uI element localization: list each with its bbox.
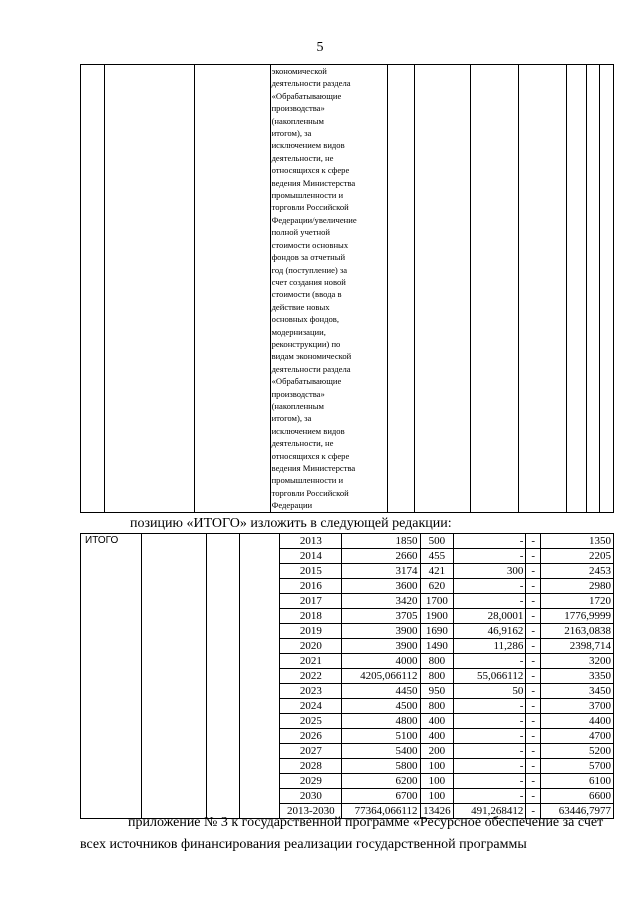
year-cell: 2029 <box>280 774 342 789</box>
empty-cell <box>141 534 206 819</box>
value-cell: 400 <box>420 714 454 729</box>
intro-text: позицию «ИТОГО» изложить в следующей редакции: <box>130 516 452 531</box>
value-cell: 11,286 <box>454 639 526 654</box>
empty-cell <box>567 65 587 513</box>
value-cell: 4500 <box>342 699 420 714</box>
value-cell: - <box>454 759 526 774</box>
value-cell: - <box>454 729 526 744</box>
value-cell: 3705 <box>342 609 420 624</box>
value-cell: 1720 <box>540 594 613 609</box>
value-cell: - <box>454 714 526 729</box>
value-cell: 455 <box>420 549 454 564</box>
value-cell: - <box>526 624 541 639</box>
value-cell: 1350 <box>540 534 613 549</box>
value-cell: 620 <box>420 579 454 594</box>
value-cell: 800 <box>420 654 454 669</box>
value-cell: - <box>526 564 541 579</box>
value-cell: 3420 <box>342 594 420 609</box>
year-cell: 2013 <box>280 534 342 549</box>
value-cell: 6200 <box>342 774 420 789</box>
value-cell: 4400 <box>540 714 613 729</box>
value-cell: 1700 <box>420 594 454 609</box>
value-cell: 500 <box>420 534 454 549</box>
empty-cell <box>471 65 519 513</box>
value-cell: - <box>454 579 526 594</box>
value-cell: - <box>526 759 541 774</box>
value-cell: 1776,9999 <box>540 609 613 624</box>
value-cell: 1900 <box>420 609 454 624</box>
value-cell: 421 <box>420 564 454 579</box>
value-cell: 5400 <box>342 744 420 759</box>
value-cell: - <box>526 789 541 804</box>
value-cell: 1690 <box>420 624 454 639</box>
value-cell: - <box>454 744 526 759</box>
value-cell: 2398,714 <box>540 639 613 654</box>
year-cell: 2023 <box>280 684 342 699</box>
value-cell: - <box>454 594 526 609</box>
empty-cell <box>388 65 415 513</box>
value-cell: - <box>526 714 541 729</box>
year-cell: 2020 <box>280 639 342 654</box>
year-cell: 2026 <box>280 729 342 744</box>
year-cell: 2025 <box>280 714 342 729</box>
value-cell: 2660 <box>342 549 420 564</box>
value-cell: 4000 <box>342 654 420 669</box>
value-cell: 3450 <box>540 684 613 699</box>
value-cell: 13426 <box>420 804 454 819</box>
year-cell: 2028 <box>280 759 342 774</box>
value-cell: - <box>526 684 541 699</box>
value-cell: - <box>454 774 526 789</box>
value-cell: 3200 <box>540 654 613 669</box>
year-cell: 2027 <box>280 744 342 759</box>
value-cell: 1850 <box>342 534 420 549</box>
year-cell: 2022 <box>280 669 342 684</box>
value-cell: 3174 <box>342 564 420 579</box>
empty-cell <box>415 65 471 513</box>
value-cell: 400 <box>420 729 454 744</box>
value-cell: 4450 <box>342 684 420 699</box>
value-cell: 5700 <box>540 759 613 774</box>
value-cell: 100 <box>420 759 454 774</box>
value-cell: - <box>526 594 541 609</box>
value-cell: 3350 <box>540 669 613 684</box>
value-cell: - <box>526 804 541 819</box>
value-cell: 4800 <box>342 714 420 729</box>
value-cell: 2453 <box>540 564 613 579</box>
value-cell: 5100 <box>342 729 420 744</box>
table-row <box>81 534 614 549</box>
value-cell: - <box>526 549 541 564</box>
value-cell: 2205 <box>540 549 613 564</box>
upper-table-fragment <box>80 64 614 513</box>
value-cell: - <box>526 654 541 669</box>
value-cell: - <box>526 669 541 684</box>
value-cell: 3600 <box>342 579 420 594</box>
year-cell: 2024 <box>280 699 342 714</box>
value-cell: 800 <box>420 699 454 714</box>
year-cell: 2017 <box>280 594 342 609</box>
value-cell: 46,9162 <box>454 624 526 639</box>
value-cell: 300 <box>454 564 526 579</box>
value-cell: 6700 <box>342 789 420 804</box>
value-cell: 55,066112 <box>454 669 526 684</box>
total-label: ИТОГО <box>81 534 142 819</box>
value-cell: 4700 <box>540 729 613 744</box>
value-cell: - <box>526 744 541 759</box>
value-cell: 100 <box>420 789 454 804</box>
value-cell: 100 <box>420 774 454 789</box>
empty-cell <box>81 65 105 513</box>
year-cell: 2014 <box>280 549 342 564</box>
value-cell: - <box>526 774 541 789</box>
value-cell: 6100 <box>540 774 613 789</box>
total-table <box>80 533 614 819</box>
value-cell: - <box>454 534 526 549</box>
indicator-description: экономической деятельности раздела «Обрабатывающие производства» (накопленным итогом), за исключением видов деятельности, не относящихся к сфере ведения Министерства промышленности и торговли Российской Федерации/увеличение полной учетной стоимости основных фондов за отчетный год (поступление) за счет создания новой стоимости (ввода в действие новых основных фондов, модернизации, реконструкции) по видам экономической деятельности раздела «Обрабатывающие производства» (накопленным итогом), за исключением видов деятельности, не относящихся к сфере ведения Министерства промышленности и торговли Российской Федерации <box>270 65 388 513</box>
value-cell: 3900 <box>342 624 420 639</box>
value-cell: - <box>526 609 541 624</box>
year-cell: 2018 <box>280 609 342 624</box>
empty-cell <box>599 65 613 513</box>
page-number: 5 <box>316 40 324 55</box>
empty-cell <box>194 65 270 513</box>
empty-cell <box>239 534 280 819</box>
value-cell: 2163,0838 <box>540 624 613 639</box>
value-cell: 2980 <box>540 579 613 594</box>
closing-paragraph: приложение № 3 к государственной программе «Ресурсное обеспечение за счет всех источников финансирования реализации государственной программы <box>80 815 604 852</box>
value-cell: - <box>454 789 526 804</box>
value-cell: 4205,066112 <box>342 669 420 684</box>
value-cell: 5800 <box>342 759 420 774</box>
value-cell: - <box>454 699 526 714</box>
value-cell: 63446,7977 <box>540 804 613 819</box>
value-cell: 50 <box>454 684 526 699</box>
value-cell: 800 <box>420 669 454 684</box>
value-cell: 3900 <box>342 639 420 654</box>
year-cell: 2016 <box>280 579 342 594</box>
value-cell: 6600 <box>540 789 613 804</box>
year-cell: 2019 <box>280 624 342 639</box>
value-cell: - <box>526 534 541 549</box>
value-cell: 200 <box>420 744 454 759</box>
value-cell: 3700 <box>540 699 613 714</box>
value-cell: - <box>454 654 526 669</box>
value-cell: 491,268412 <box>454 804 526 819</box>
year-cell: 2030 <box>280 789 342 804</box>
value-cell: - <box>526 729 541 744</box>
empty-cell <box>519 65 567 513</box>
value-cell: 1490 <box>420 639 454 654</box>
value-cell: 5200 <box>540 744 613 759</box>
empty-cell <box>104 65 194 513</box>
year-cell: 2013-2030 <box>280 804 342 819</box>
value-cell: - <box>526 639 541 654</box>
value-cell: 950 <box>420 684 454 699</box>
year-cell: 2015 <box>280 564 342 579</box>
value-cell: 28,0001 <box>454 609 526 624</box>
value-cell: - <box>454 549 526 564</box>
value-cell: 77364,066112 <box>342 804 420 819</box>
year-cell: 2021 <box>280 654 342 669</box>
empty-cell <box>587 65 600 513</box>
value-cell: - <box>526 699 541 714</box>
empty-cell <box>206 534 239 819</box>
value-cell: - <box>526 579 541 594</box>
